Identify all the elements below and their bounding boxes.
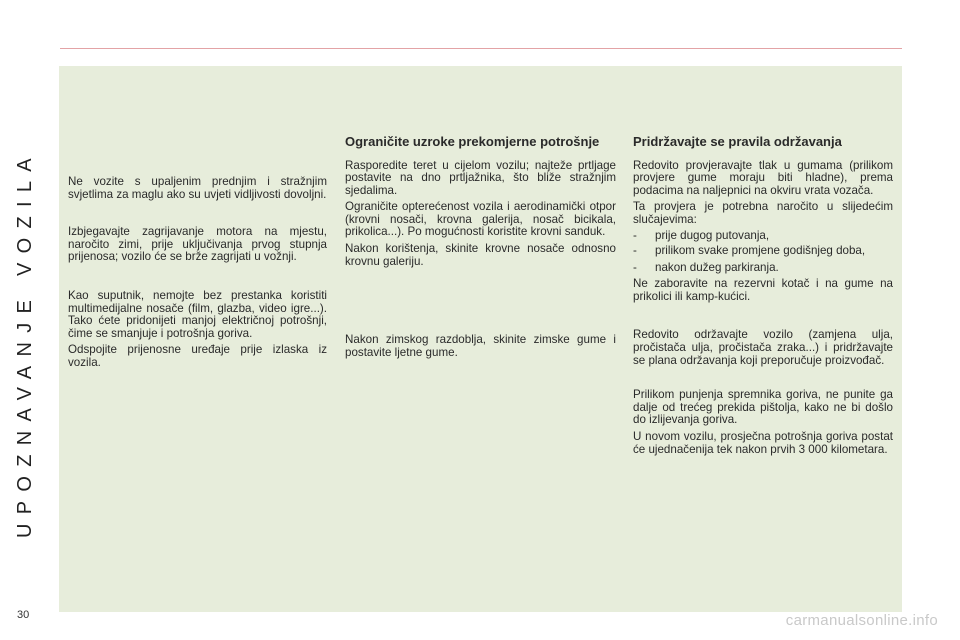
list-item: - nakon dužeg parkiranja. — [633, 262, 893, 275]
list-item: - prije dugog putovanja, — [633, 230, 893, 243]
col1-paragraph-4: Odspojite prijenosne uređaje prije izlaska iz vozila. — [68, 343, 327, 369]
col2-heading: Ograničite uzroke prekomjerne potrošnje — [345, 134, 600, 149]
col3-checklist — [633, 230, 893, 274]
col3-paragraph-3: Ne zaboravite na rezervni kotač i na gume na prikolici ili kamp-kućici. — [633, 277, 893, 303]
col2-paragraph-4: Nakon zimskog razdoblja, skinite zimske gume i postavite ljetne gume. — [345, 333, 616, 359]
list-item: - prilikom svake promjene godišnjeg doba, — [633, 245, 893, 258]
col3-paragraph-2: Ta provjera je potrebna naročito u slijedećim slučajevima: — [633, 200, 893, 226]
col1-paragraph-1: Ne vozite s upaljenim prednjim i stražnjim svjetlima za maglu ako su uvjeti vidljivosti dovoljni. — [68, 175, 327, 201]
watermark: carmanualsonline.info — [785, 612, 938, 629]
col2-paragraph-2: Ograničite opterećenost vozila i aerodinamički otpor (krovni nosači, krovna galerija, nosač bicikala, prikolica...). Po mogućnosti koristite krovni sanduk. — [345, 200, 616, 239]
col3-paragraph-6: U novom vozilu, prosječna potrošnja goriva postat će ujednačenija tek nakon prvih 3 000 kilometara. — [633, 430, 893, 456]
col3-heading: Pridržavajte se pravila održavanja — [633, 134, 842, 149]
col3-paragraph-4: Redovito održavajte vozilo (zamjena ulja, pročistača ulja, pročistača zraka...) i pridržavajte se plana održavanja koji preporučuje proizvođač. — [633, 328, 893, 367]
col2-paragraph-3: Nakon korištenja, skinite krovne nosače odnosno krovnu galeriju. — [345, 242, 616, 268]
col3-paragraph-5: Prilikom punjenja spremnika goriva, ne punite ga dalje od trećeg prekida pištolja, kako ne bi došlo do izlijevanja goriva. — [633, 388, 893, 427]
section-title-vertical — [14, 128, 44, 538]
column-1 — [68, 176, 327, 370]
top-rule — [60, 48, 902, 49]
column-3 — [633, 135, 893, 456]
page-number: 30 — [17, 609, 30, 621]
col1-paragraph-2: Izbjegavajte zagrijavanje motora na mjestu, naročito zimi, prije uključivanja prvog stupnja prijenosa; vozilo će se brže zagrijati u vožnji. — [68, 225, 327, 264]
col2-paragraph-1: Rasporedite teret u cijelom vozilu; najteže prtljage postavite na dno prtljažnika, što bliže stražnjim sjedalima. — [345, 158, 616, 197]
section-title: UPOZNAVANJE VOZILA — [14, 149, 36, 538]
col1-paragraph-3: Kao suputnik, nemojte bez prestanka koristiti multimedijalne nosače (film, glazba, video igre...). Tako ćete pridonijeti manjoj električnoj potrošnji, čime se smanjuje i potrošnja goriva. — [68, 288, 327, 340]
col3-paragraph-1: Redovito provjeravajte tlak u gumama (prilikom provjere gume moraju biti hladne), prema podacima na naljepnici na okviru vrata vozača. — [633, 158, 893, 197]
column-2 — [345, 135, 616, 359]
